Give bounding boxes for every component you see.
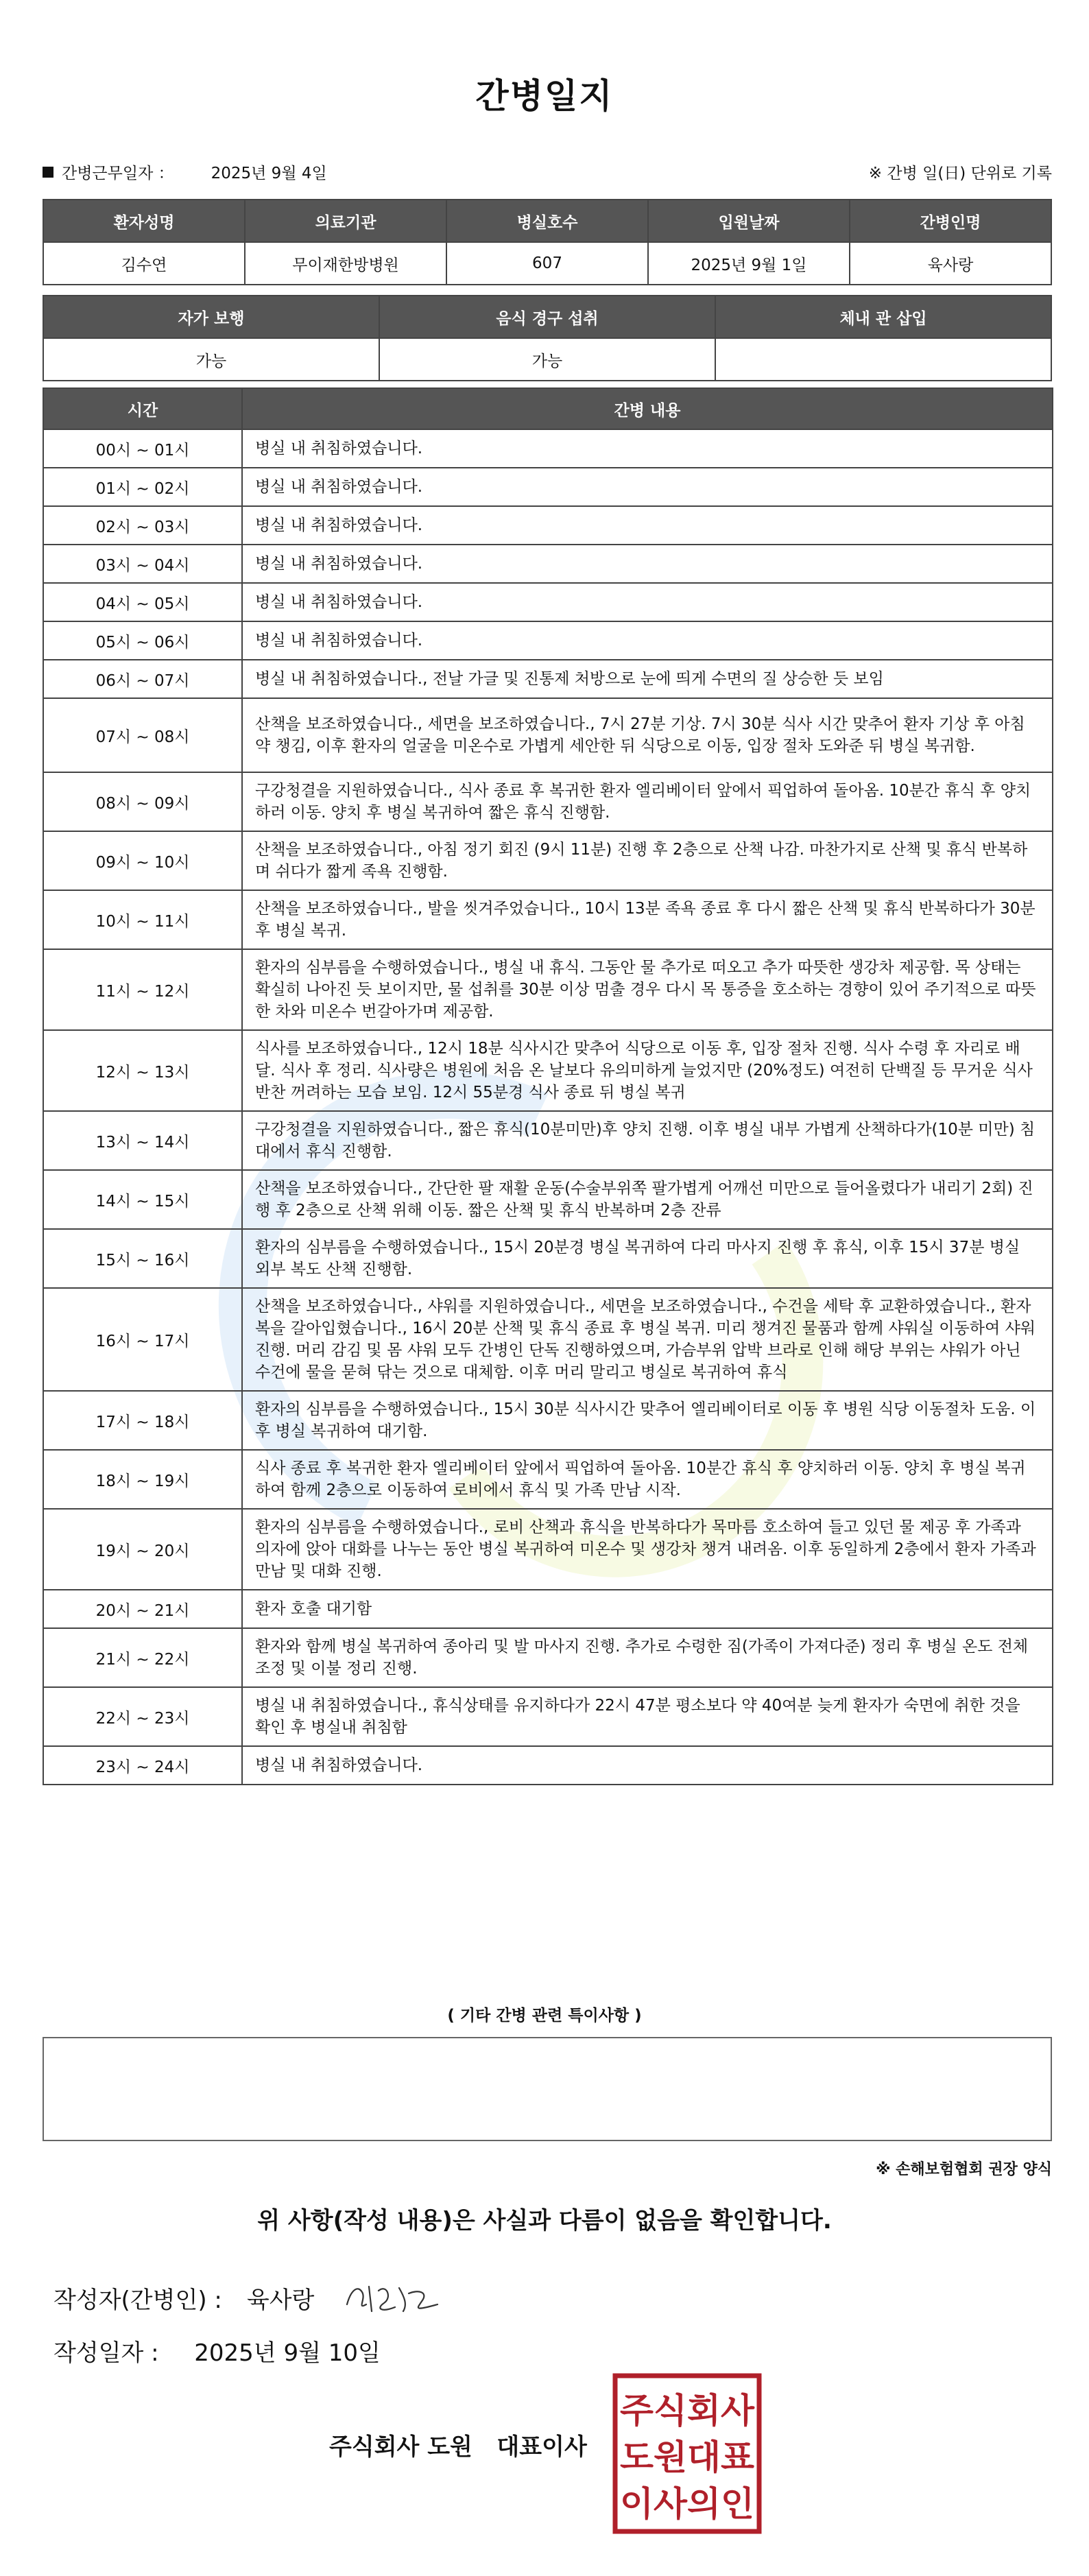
table-row xyxy=(43,1030,1053,1111)
work-date-line xyxy=(43,160,327,183)
table-row xyxy=(43,506,1053,545)
care-content: 산책을 보조하였습니다., 세면을 보조하였습니다., 7시 27분 기상. 7시 30분 식사 시간 맞추어 환자 기상 후 아침약 챙김, 이후 환자의 얼굴을 미온수로 가볍게 세안한 뒤 식당으로 이동, 입장 절차 도와준 뒤 병실 복귀함. xyxy=(242,698,1053,772)
time-slot: 18시 ~ 19시 xyxy=(43,1450,242,1509)
table-row xyxy=(43,429,1053,468)
care-content: 병실 내 취침하였습니다. xyxy=(242,621,1053,660)
table-row xyxy=(43,583,1053,621)
header-care-content: 간병 내용 xyxy=(242,388,1053,429)
time-slot: 15시 ~ 16시 xyxy=(43,1229,242,1288)
time-slot: 20시 ~ 21시 xyxy=(43,1590,242,1628)
care-content: 병실 내 취침하였습니다., 휴식상태를 유지하다가 22시 47분 평소보다 약 40여분 늦게 환자가 숙면에 취한 것을 확인 후 병실내 취침함 xyxy=(242,1687,1053,1746)
room-number: 607 xyxy=(446,242,648,285)
company-seal-stamp xyxy=(612,2373,762,2534)
patient-name: 김수연 xyxy=(43,242,245,285)
time-slot: 16시 ~ 17시 xyxy=(43,1288,242,1391)
header-time: 시간 xyxy=(43,388,242,429)
care-content: 병실 내 취침하였습니다. xyxy=(242,545,1053,583)
work-date-value: 2025년 9월 4일 xyxy=(211,165,327,182)
table-row xyxy=(43,1590,1053,1628)
time-slot: 19시 ~ 20시 xyxy=(43,1509,242,1590)
time-slot: 11시 ~ 12시 xyxy=(43,949,242,1030)
confirmation-statement: 위 사항(작성 내용)은 사실과 다름이 없음을 확인합니다. xyxy=(257,2207,832,2234)
svg-text:도원대표: 도원대표 xyxy=(620,2437,755,2477)
work-date-label: 간병근무일자 ： xyxy=(62,165,174,182)
time-slot: 22시 ~ 23시 xyxy=(43,1687,242,1746)
table-row xyxy=(43,1111,1053,1170)
tube-insertion-value xyxy=(715,338,1051,381)
table-row xyxy=(43,1391,1053,1450)
time-slot: 10시 ~ 11시 xyxy=(43,890,242,949)
care-content: 산책을 보조하였습니다., 아침 정기 회진 (9시 11분) 진행 후 2층으로 산책 나감. 마찬가지로 산책 및 휴식 반복하며 쉬다가 짧게 족욕 진행함. xyxy=(242,831,1053,890)
care-content: 산책을 보조하였습니다., 간단한 팔 재활 운동(수술부위쪽 팔가볍게 어깨선 미만으로 들어올렸다가 내리기 2회) 진행 후 2층으로 산책 위해 이동. 짧은 산책 및 휴식 반복하며 2층 잔류 xyxy=(242,1170,1053,1229)
care-content: 식사를 보조하였습니다., 12시 18분 식사시간 맞추어 식당으로 이동 후, 입장 절차 진행. 식사 수령 후 자리로 배달. 식사 후 정리. 식사량은 병원에 처음 온 날보다 유의미하게 늘었지만 (20%정도) 여전히 단백질 등 무거운 식사반찬 꺼려하는 모습 보임. 12시 55분경 식사 종료 뒤 병실 복귀 xyxy=(242,1030,1053,1111)
write-date-label: 작성일자 : xyxy=(53,2339,159,2367)
write-date-line xyxy=(53,2334,381,2368)
table-row xyxy=(43,1628,1053,1687)
remarks-title: ( 기타 간병 관련 특이사항 ) xyxy=(447,2007,642,2025)
table-row xyxy=(43,949,1053,1030)
table-row xyxy=(43,1288,1053,1391)
care-content: 구강청결을 지원하였습니다., 짧은 휴식(10분미만)후 양치 진행. 이후 병실 내부 가볍게 산책하다가(10분 미만) 침대에서 휴식 진행함. xyxy=(242,1111,1053,1170)
header-patient-name: 환자성명 xyxy=(43,200,245,242)
table-row xyxy=(43,1170,1053,1229)
table-row xyxy=(43,831,1053,890)
time-slot: 01시 ~ 02시 xyxy=(43,468,242,506)
care-content: 병실 내 취침하였습니다. xyxy=(242,429,1053,468)
time-slot: 08시 ~ 09시 xyxy=(43,772,242,831)
svg-text:주식회사: 주식회사 xyxy=(620,2391,755,2431)
table-row xyxy=(43,621,1053,660)
ability-value-row xyxy=(43,338,1051,381)
table-row xyxy=(43,545,1053,583)
bullet-square-icon xyxy=(43,167,53,178)
table-row xyxy=(43,890,1053,949)
time-slot: 03시 ~ 04시 xyxy=(43,545,242,583)
writer-line xyxy=(53,2277,444,2318)
header-admission-date: 입원날짜 xyxy=(648,200,850,242)
table-row xyxy=(43,1450,1053,1509)
table-row xyxy=(43,698,1053,772)
time-slot: 17시 ~ 18시 xyxy=(43,1391,242,1450)
patient-info-header-row xyxy=(43,200,1051,242)
time-slot: 12시 ~ 13시 xyxy=(43,1030,242,1111)
writer-label: 작성자(간병인) : xyxy=(53,2286,222,2314)
time-slot: 21시 ~ 22시 xyxy=(43,1628,242,1687)
oral-intake-value: 가능 xyxy=(379,338,715,381)
admission-date: 2025년 9월 1일 xyxy=(648,242,850,285)
time-slot: 00시 ~ 01시 xyxy=(43,429,242,468)
care-content: 병실 내 취침하였습니다. xyxy=(242,583,1053,621)
table-row xyxy=(43,1509,1053,1590)
svg-text:이사의인: 이사의인 xyxy=(620,2484,754,2524)
header-caregiver-name: 간병인명 xyxy=(850,200,1051,242)
table-row xyxy=(43,468,1053,506)
care-log-header-row xyxy=(43,388,1053,429)
care-content: 병실 내 취침하였습니다. xyxy=(242,468,1053,506)
handwritten-signature xyxy=(342,2277,444,2318)
care-log-body xyxy=(43,429,1053,1785)
time-slot: 04시 ~ 05시 xyxy=(43,583,242,621)
table-row xyxy=(43,1687,1053,1746)
header-room-number: 병실호수 xyxy=(446,200,648,242)
write-date-value: 2025년 9월 10일 xyxy=(194,2339,381,2367)
care-content: 병실 내 취침하였습니다., 전날 가글 및 진통제 처방으로 눈에 띄게 수면의 질 상승한 듯 보임 xyxy=(242,660,1053,698)
table-row xyxy=(43,660,1053,698)
care-content: 환자의 심부름을 수행하였습니다., 로비 산책과 휴식을 반복하다가 목마름 호소하여 들고 있던 물 제공 후 가족과 의자에 앉아 대화를 나누는 동안 병실 복귀하여 미온수 및 생강차 챙겨 내려옴. 이후 동일하게 2층에서 환자 가족과 만남 및 대화 진행. xyxy=(242,1509,1053,1590)
ability-info-table xyxy=(43,295,1052,381)
self-walking-value: 가능 xyxy=(43,338,379,381)
time-slot: 07시 ~ 08시 xyxy=(43,698,242,772)
ability-header-row xyxy=(43,296,1051,338)
care-content: 환자의 심부름을 수행하였습니다., 15시 20분경 병실 복귀하여 다리 마사지 진행 후 휴식, 이후 15시 37분 병실 외부 복도 산책 진행함. xyxy=(242,1229,1053,1288)
care-content: 병실 내 취침하였습니다. xyxy=(242,1746,1053,1785)
document-title: 간병일지 xyxy=(475,76,614,116)
table-row xyxy=(43,1229,1053,1288)
care-content: 환자의 심부름을 수행하였습니다., 15시 30분 식사시간 맞추어 엘리베이터로 이동 후 병원 식당 이동절차 도움. 이후 병실 복귀하여 대기함. xyxy=(242,1391,1053,1450)
care-content: 병실 내 취침하였습니다. xyxy=(242,506,1053,545)
care-content: 환자와 함께 병실 복귀하여 종아리 및 발 마사지 진행. 추가로 수령한 짐(가족이 가져다준) 정리 후 병실 온도 전체 조정 및 이불 정리 진행. xyxy=(242,1628,1053,1687)
table-row xyxy=(43,1746,1053,1785)
time-slot: 13시 ~ 14시 xyxy=(43,1111,242,1170)
care-content: 식사 종료 후 복귀한 환자 엘리베이터 앞에서 픽업하여 돌아옴. 10분간 휴식 후 양치하러 이동. 양치 후 병실 복귀하여 함께 2층으로 이동하여 로비에서 휴식 및 가족 만남 시작. xyxy=(242,1450,1053,1509)
header-self-walking: 자가 보행 xyxy=(43,296,379,338)
company-name: 주식회사 도원 대표이사 xyxy=(329,2433,587,2461)
care-content: 구강청결을 지원하였습니다., 식사 종료 후 복귀한 환자 엘리베이터 앞에서 픽업하여 돌아옴. 10분간 휴식 후 양치하러 이동. 양치 후 병실 복귀하여 짧은 휴식 진행함. xyxy=(242,772,1053,831)
care-content: 산책을 보조하였습니다., 샤워를 지원하였습니다., 세면을 보조하였습니다., 수건을 세탁 후 교환하였습니다., 환자복을 갈아입혔습니다., 16시 20분 산책 및 휴식 종료 후 병실 복귀. 미리 챙겨진 물품과 함께 샤워실 이동하여 샤워 진행. 머리 감김 및 몸 샤워 모두 간병인 단독 진행하였으며, 가슴부위 압박 브라로 인해 해당 부위는 샤워가 아닌 수건에 물을 묻혀 닦는 것으로 대체함. 이후 머리 말리고 병실로 복귀하여 휴식 xyxy=(242,1288,1053,1391)
patient-info-table xyxy=(43,199,1052,285)
time-slot: 09시 ~ 10시 xyxy=(43,831,242,890)
source-note: ※ 손해보험협회 권장 양식 xyxy=(876,2161,1052,2178)
care-content: 환자의 심부름을 수행하였습니다., 병실 내 휴식. 그동안 물 추가로 떠오고 추가 따뜻한 생강차 제공함. 목 상태는 확실히 나아진 듯 보이지만, 물 섭취를 30분 이상 멈출 경우 다시 목 통증을 호소하는 경향이 있어 주기적으로 따뜻한 차와 미온수 번갈아가며 제공함. xyxy=(242,949,1053,1030)
institution: 무이재한방병원 xyxy=(245,242,446,285)
patient-info-value-row xyxy=(43,242,1051,285)
time-slot: 05시 ~ 06시 xyxy=(43,621,242,660)
writer-name: 육사랑 xyxy=(246,2286,315,2314)
care-content: 환자 호출 대기함 xyxy=(242,1590,1053,1628)
time-slot: 02시 ~ 03시 xyxy=(43,506,242,545)
table-row xyxy=(43,772,1053,831)
caregiver-name: 육사랑 xyxy=(850,242,1051,285)
time-slot: 14시 ~ 15시 xyxy=(43,1170,242,1229)
care-log-table xyxy=(43,387,1053,1785)
time-slot: 06시 ~ 07시 xyxy=(43,660,242,698)
remarks-box xyxy=(43,2037,1052,2141)
header-institution: 의료기관 xyxy=(245,200,446,242)
record-unit-note: ※ 간병 일(日) 단위로 기록 xyxy=(868,165,1052,182)
header-tube-insertion: 체내 관 삽입 xyxy=(715,296,1051,338)
care-content: 산책을 보조하였습니다., 발을 씻겨주었습니다., 10시 13분 족욕 종료 후 다시 짧은 산책 및 휴식 반복하다가 30분 후 병실 복귀. xyxy=(242,890,1053,949)
header-oral-intake: 음식 경구 섭취 xyxy=(379,296,715,338)
time-slot: 23시 ~ 24시 xyxy=(43,1746,242,1785)
